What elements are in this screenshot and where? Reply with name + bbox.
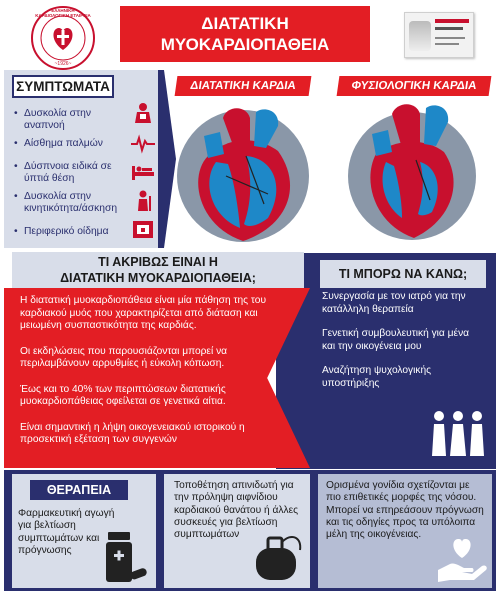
logo-text: ΕΛΛΗΝΙΚΗ ΚΑΡΔΙΟΛΟΓΙΚΗ ΕΤΑΙΡΕΙΑ bbox=[35, 8, 91, 18]
symptom-item: • Περιφερικό οίδημα bbox=[14, 226, 130, 238]
defibrillator-device-icon bbox=[252, 528, 304, 584]
what-can-i-do-text bbox=[322, 291, 482, 402]
logo-year: ~1926~ bbox=[54, 61, 72, 67]
what-is-paragraph: Είναι σημαντική η λήψη οικογενειακού ιστορικού η προσεκτική εξέταση των συγγενών bbox=[20, 421, 245, 445]
what-can-i-do-title: ΤΙ ΜΠΟΡΩ ΝΑ ΚΑΝΩ; bbox=[320, 260, 486, 288]
symptoms-title: ΣΥΜΠΤΩΜΑΤΑ bbox=[12, 75, 114, 98]
therapy-title: ΘΕΡΑΠΕΙΑ bbox=[30, 480, 128, 500]
what-is-title-line-2: ΔΙΑΤΑΤΙΚΗ ΜΥΟΚΑΡΔΙΟΠΑΘΕΙΑ; bbox=[60, 271, 256, 285]
title-line-2: ΜΥΟΚΑΡΔΙΟΠΑΘΕΙΑ bbox=[160, 35, 330, 54]
dilated-heart-label: ΔΙΑΤΑΤΙΚΗ ΚΑΡΔΙΑ bbox=[175, 76, 312, 96]
bed-icon bbox=[130, 160, 156, 182]
what-is-title bbox=[12, 252, 304, 288]
action-item: Συνεργασία με τον ιατρό για την κατάλληλη θεραπεία bbox=[322, 291, 466, 315]
normal-heart-label: ΦΥΣΙΟΛΟΓΙΚΗ ΚΑΡΔΙΑ bbox=[337, 76, 492, 96]
what-is-paragraph: Οι εκδηλώσεις που παρουσιάζονται μπορεί να περιλαμβάνουν αρρυθμίες ή εύκολη κόπωση. bbox=[20, 345, 228, 369]
edema-icon bbox=[130, 218, 156, 240]
lungs-icon bbox=[130, 102, 156, 124]
action-item: Γενετική συμβουλευτική για μένα και την οικογένεια μου bbox=[322, 328, 470, 352]
what-is-paragraph: Έως και το 40% των περιπτώσεων διατατικής μυοκαρδιοπάθειας οφείλεται σε γενετικά αίτια. bbox=[20, 383, 226, 407]
logo-wrapper bbox=[28, 4, 98, 72]
therapy-text: Φαρμακευτική αγωγή για βελτίωση συμπτωμάτων και πρόγνωσης bbox=[18, 508, 115, 556]
symptom-item: • Δυσκολία στην αναπνοή bbox=[14, 108, 130, 132]
action-item: Αναζήτηση ψυχολογικής υποστήριξης bbox=[322, 365, 432, 389]
title-line-1: ΔΙΑΤΑΤΙΚΗ bbox=[201, 14, 289, 33]
genes-text: Ορισμένα γονίδια σχετίζονται με πιο επιθετικές μορφές της νόσου. Μπορεί να επηρεάσουν πρόγνωση και τις οδηγίες προς τα υπόλοιπα μέλη της οικογένειας. bbox=[326, 480, 484, 541]
medicine-icon bbox=[104, 530, 148, 584]
what-is-paragraph: Η διατατική μυοκαρδιοπάθεια είναι μία πάθηση της του καρδιακού μυός που χαρακτηρίζεται από διάταση και μειωμένη συσπαστικότητα της καρδιάς. bbox=[20, 295, 267, 331]
family-icon bbox=[430, 408, 486, 458]
what-is-title-line-1: ΤΙ ΑΚΡΙΒΩΣ ΕΙΝΑΙ Η bbox=[98, 255, 218, 269]
symptom-icons bbox=[130, 96, 158, 244]
symptoms-list bbox=[14, 108, 130, 238]
defibrillator-text: Τοποθέτηση απινιδωτή για την πρόληψη αιφνίδιου καρδιακού θανάτου ή άλλες συσκευές για βελτίωση συμπτωμάτων bbox=[174, 480, 299, 541]
what-is-text bbox=[20, 295, 286, 460]
dilated-heart-image bbox=[168, 96, 318, 252]
symptom-item: • Δύσπνοια ειδικά σε ύπτιά θέση bbox=[14, 161, 130, 185]
heartbeat-icon bbox=[130, 132, 156, 154]
hand-heart-icon bbox=[436, 536, 488, 584]
symptom-item: • Δυσκολία στην κινητικότητα/άσκηση bbox=[14, 191, 130, 215]
booklet-thumbnail bbox=[404, 12, 474, 58]
page-title bbox=[120, 6, 370, 62]
symptom-item: • Αίσθημα παλμών bbox=[14, 138, 130, 150]
person-icon bbox=[130, 190, 156, 212]
normal-heart-image bbox=[340, 96, 482, 250]
